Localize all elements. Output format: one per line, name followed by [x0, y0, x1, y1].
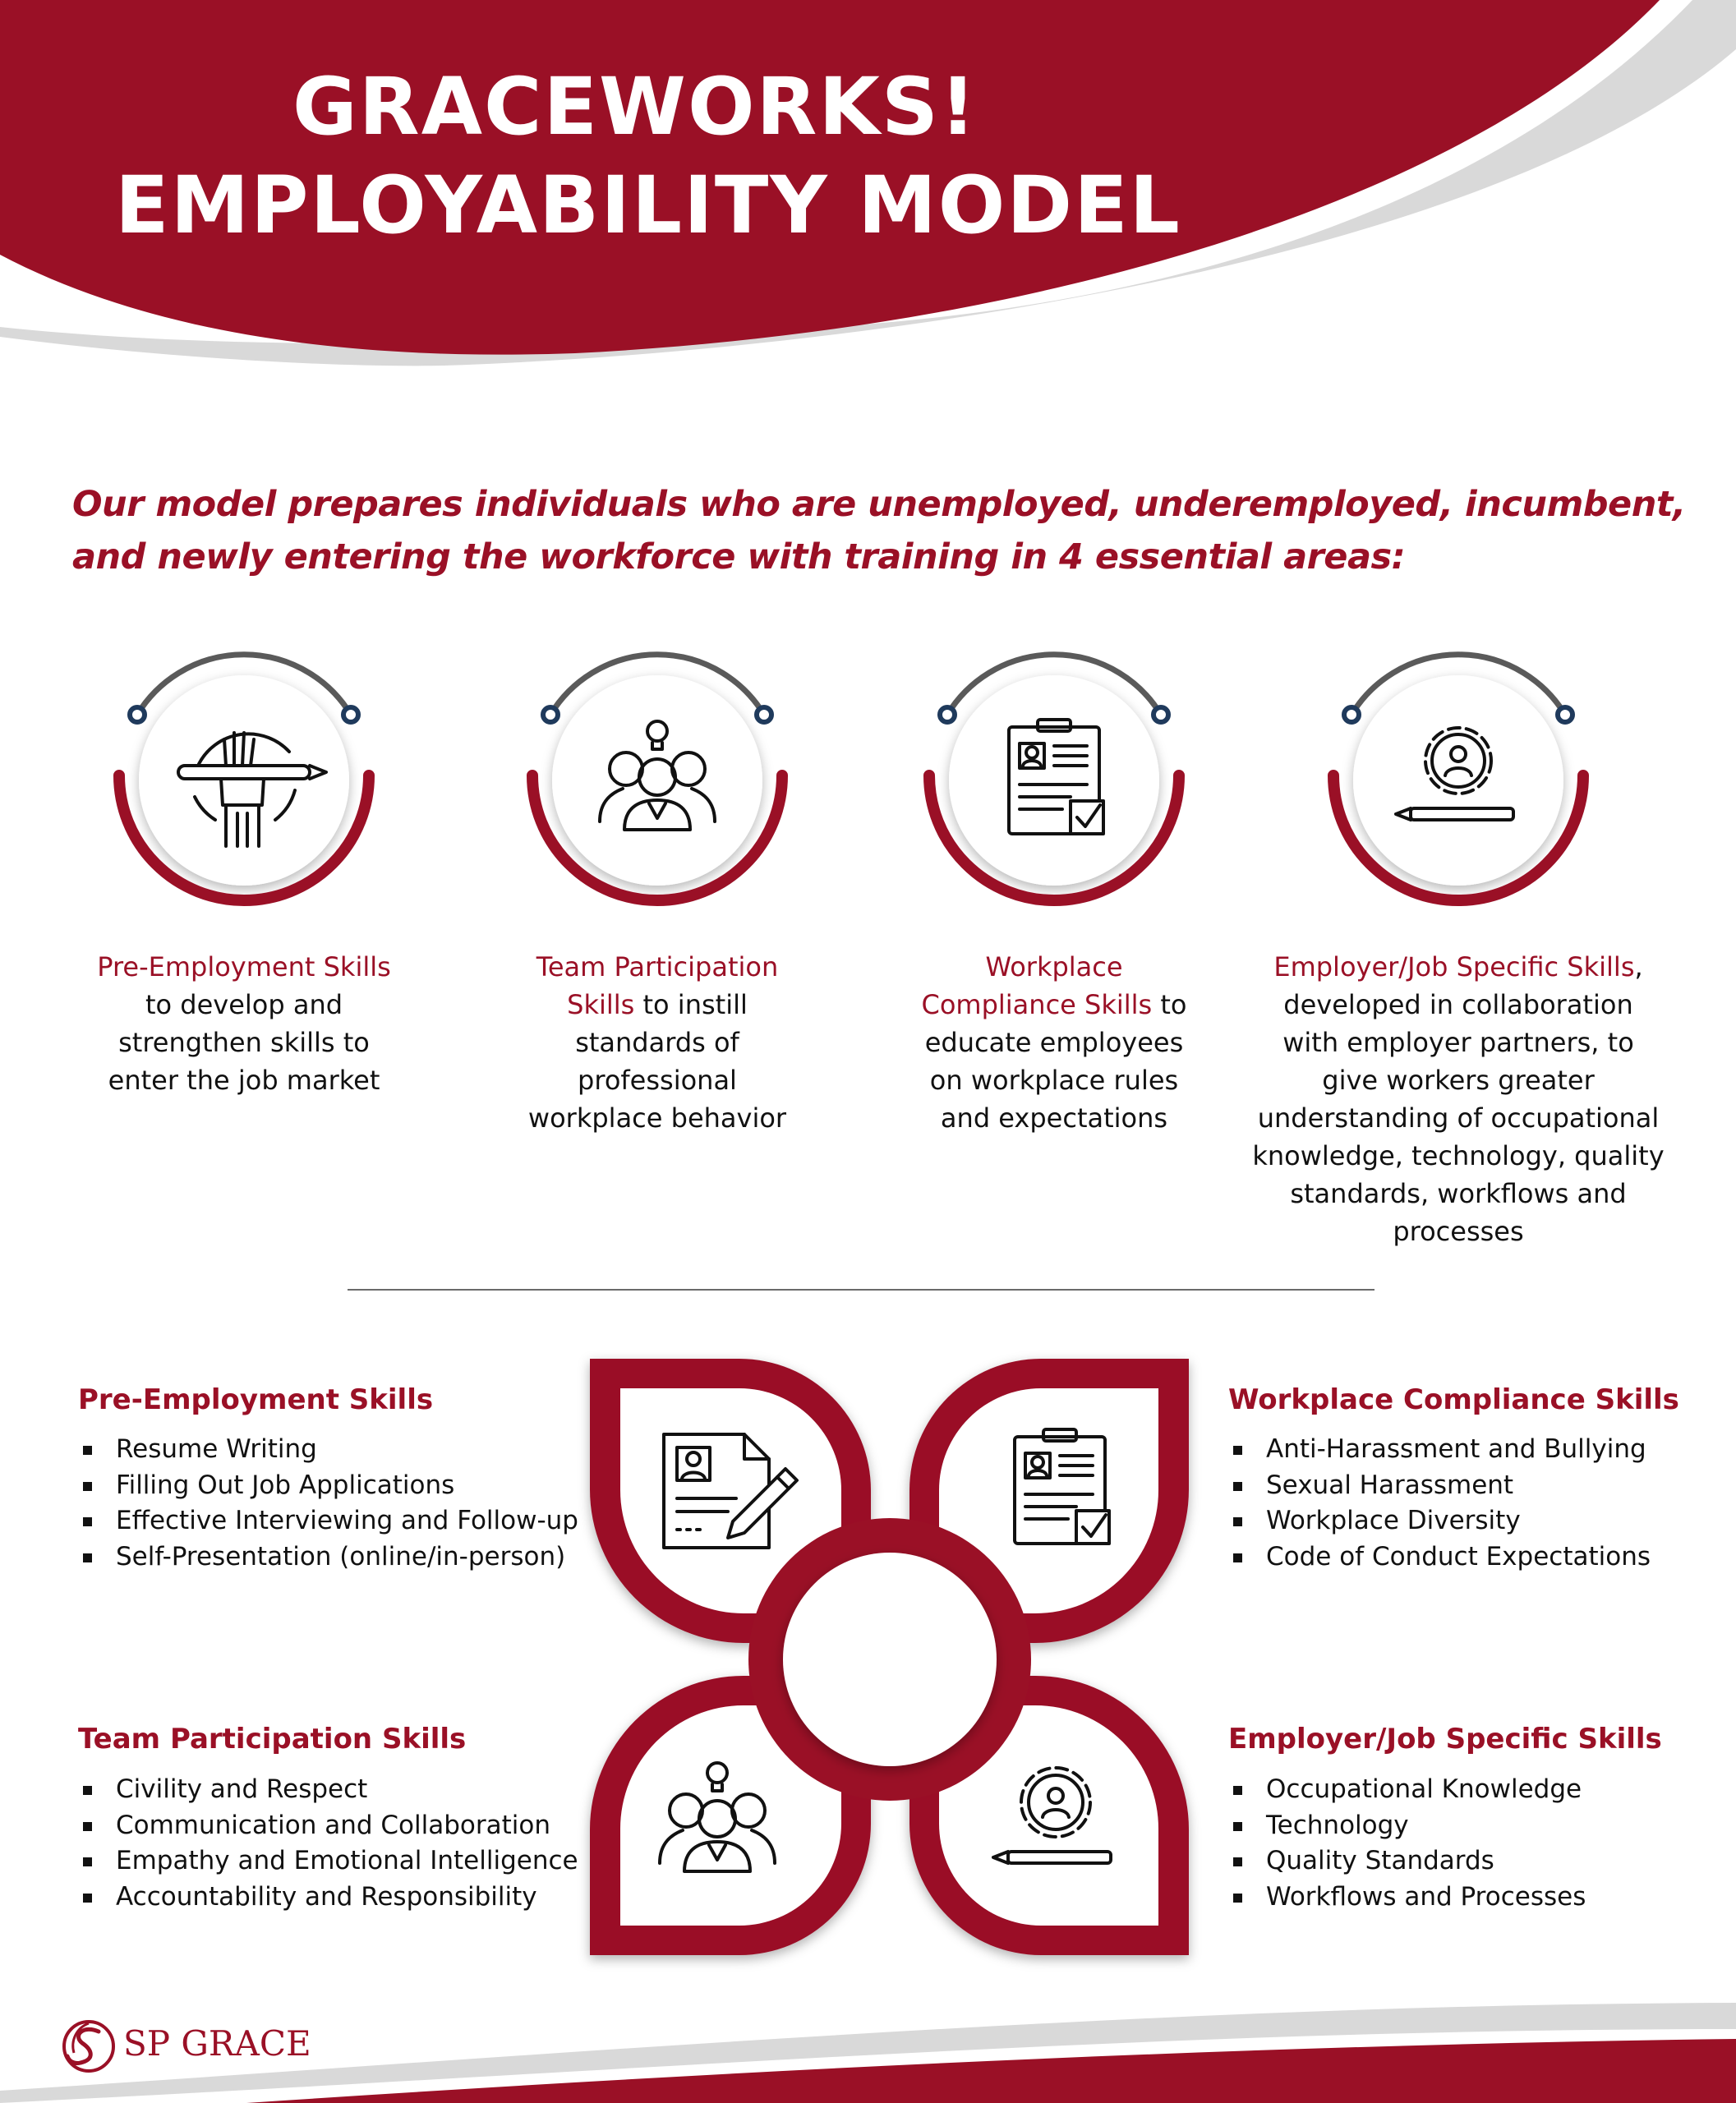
- area-desc-line: Skills to instill: [567, 989, 748, 1020]
- area-desc-line: enter the job market: [108, 1065, 380, 1096]
- badge-employer-job: [1333, 655, 1583, 900]
- bullet-square-icon: [1233, 1553, 1242, 1562]
- list-item: Accountability and Responsibility: [78, 1880, 578, 1916]
- list-item: Self-Presentation (online/in-person): [78, 1539, 578, 1576]
- area-desc-line: give workers greater: [1322, 1065, 1595, 1096]
- list-item: Workplace Diversity: [1228, 1503, 1651, 1539]
- list-item: Occupational Knowledge: [1228, 1772, 1586, 1808]
- petal-center: [783, 1553, 997, 1766]
- bullet-square-icon: [83, 1894, 92, 1903]
- list-item: Technology: [1228, 1808, 1586, 1844]
- area-desc-line: and expectations: [940, 1102, 1168, 1134]
- area-desc-line: workplace behavior: [527, 1102, 787, 1134]
- bullet-square-icon: [1233, 1517, 1242, 1526]
- area-desc-line: strengthen skills to: [118, 1027, 370, 1058]
- area-desc-team-participation: [460, 948, 854, 1137]
- area-desc-line: standards, workflows and: [1290, 1178, 1627, 1209]
- bullet-square-icon: [83, 1446, 92, 1455]
- bullet-square-icon: [83, 1786, 92, 1795]
- area-desc-line: educate employees: [924, 1027, 1184, 1058]
- area-desc-line: developed in collaboration: [1283, 989, 1633, 1020]
- team-participation-heading: Team Participation Skills: [78, 1723, 467, 1756]
- area-desc-line: Workplace: [985, 951, 1123, 982]
- area-desc-line: processes: [1393, 1216, 1524, 1247]
- bullet-square-icon: [1233, 1786, 1242, 1795]
- list-item: Workflows and Processes: [1228, 1880, 1586, 1916]
- area-badges: [0, 633, 1736, 928]
- team-participation-list: [78, 1772, 578, 1915]
- area-desc-line: Pre-Employment Skills: [97, 951, 391, 982]
- sp-grace-monogram-icon: [59, 2017, 118, 2076]
- workplace-compliance-heading: Workplace Compliance Skills: [1228, 1383, 1679, 1416]
- page-title-line1: GRACEWORKS!: [292, 61, 978, 153]
- pre-employment-list: [78, 1432, 578, 1575]
- list-item: Communication and Collaboration: [78, 1808, 578, 1844]
- employer-job-heading: Employer/Job Specific Skills: [1228, 1723, 1662, 1756]
- list-item: Resume Writing: [78, 1432, 578, 1468]
- bullet-square-icon: [1233, 1446, 1242, 1455]
- list-item: Anti-Harassment and Bullying: [1228, 1432, 1651, 1468]
- area-desc-line: standards of: [575, 1027, 739, 1058]
- employer-job-list: [1228, 1772, 1586, 1915]
- list-item: Effective Interviewing and Follow-up: [78, 1503, 578, 1539]
- page-title-line2: EMPLOYABILITY MODEL: [115, 159, 1181, 251]
- bullet-square-icon: [1233, 1857, 1242, 1866]
- bullet-square-icon: [83, 1517, 92, 1526]
- badge-workplace-compliance: [929, 655, 1179, 900]
- area-desc-line: on workplace rules: [929, 1065, 1179, 1096]
- intro-line2: and newly entering the workforce with training in 4 essential areas:: [72, 536, 1406, 578]
- bullet-square-icon: [83, 1553, 92, 1562]
- bullet-square-icon: [1233, 1482, 1242, 1491]
- list-item: Empathy and Emotional Intelligence: [78, 1843, 578, 1880]
- bullet-square-icon: [83, 1482, 92, 1491]
- area-desc-line: to develop and: [145, 989, 343, 1020]
- workplace-compliance-list: [1228, 1432, 1651, 1575]
- list-item: Code of Conduct Expectations: [1228, 1539, 1651, 1576]
- bullet-square-icon: [83, 1857, 92, 1866]
- area-desc-line: professional: [578, 1065, 737, 1096]
- footer-logo-text: SP GRACE: [123, 2023, 311, 2064]
- list-item: Sexual Harassment: [1228, 1468, 1651, 1504]
- pre-employment-heading: Pre-Employment Skills: [78, 1383, 434, 1416]
- area-desc-pre-employment: [47, 948, 441, 1099]
- intro-line1: Our model prepares individuals who are unemployed, underemployed, incumbent,: [72, 484, 1686, 525]
- list-item: Civility and Respect: [78, 1772, 578, 1808]
- area-desc-workplace-compliance: [857, 948, 1251, 1137]
- badge-team-participation: [532, 655, 782, 900]
- area-desc-line: knowledge, technology, quality: [1252, 1140, 1665, 1171]
- section-divider: [348, 1289, 1375, 1291]
- area-desc-line: Team Participation: [536, 951, 779, 982]
- bullet-square-icon: [83, 1822, 92, 1831]
- area-desc-employer-job: [1241, 948, 1676, 1250]
- list-item: Quality Standards: [1228, 1843, 1586, 1880]
- area-desc-line: Compliance Skills to: [921, 989, 1187, 1020]
- bullet-square-icon: [1233, 1894, 1242, 1903]
- badge-pre-employment: [119, 655, 369, 900]
- petal-diagram: [575, 1347, 1216, 1972]
- area-desc-line: Employer/Job Specific Skills,: [1273, 951, 1643, 982]
- bullet-square-icon: [1233, 1822, 1242, 1831]
- area-desc-line: understanding of occupational: [1257, 1102, 1660, 1134]
- area-desc-line: with employer partners, to: [1282, 1027, 1634, 1058]
- list-item: Filling Out Job Applications: [78, 1468, 578, 1504]
